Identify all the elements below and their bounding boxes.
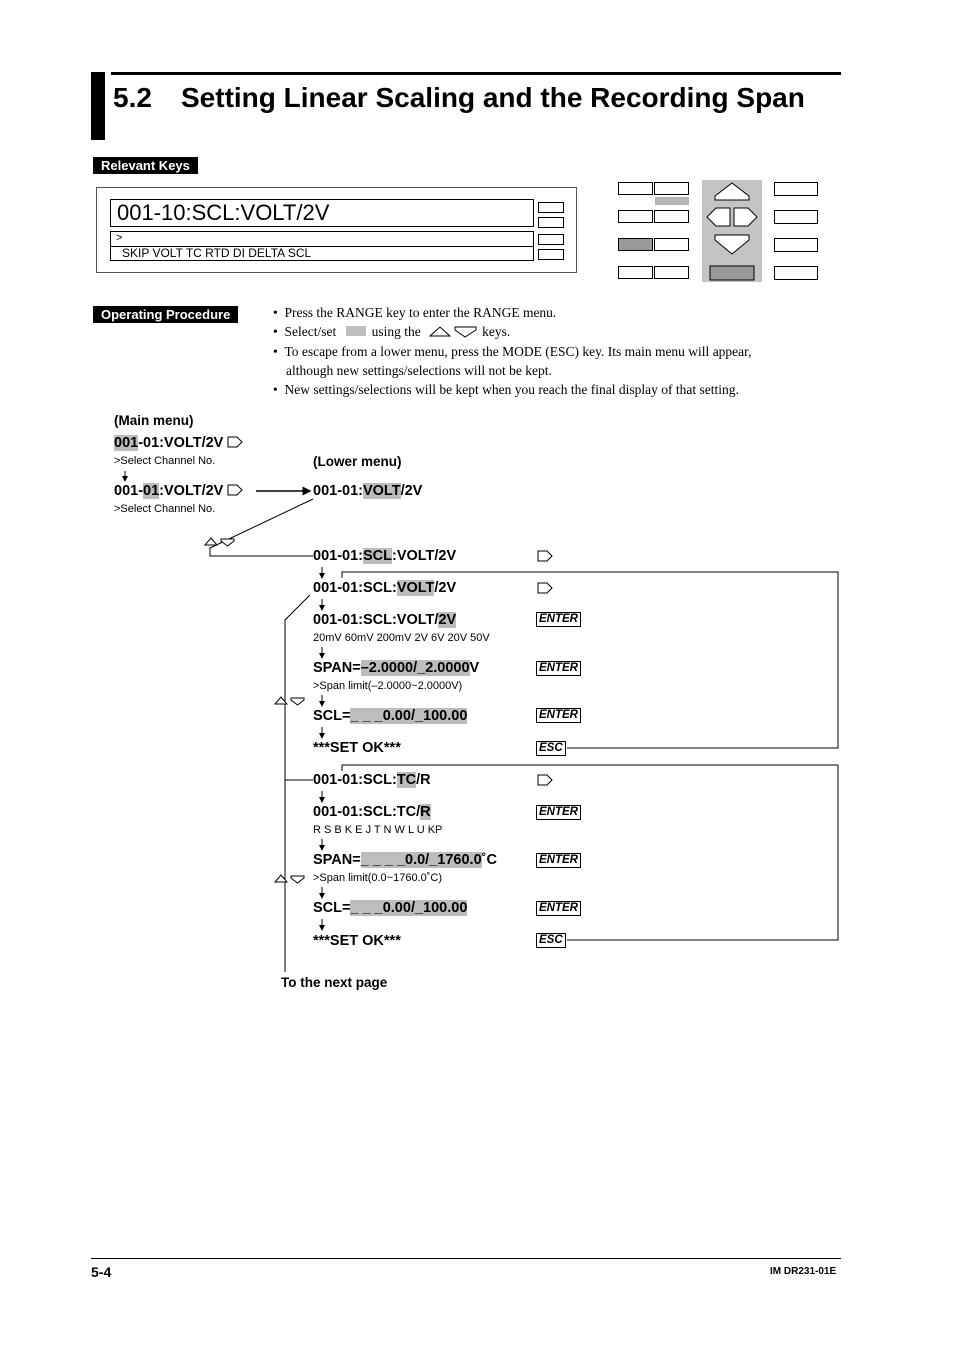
section-number: 5.2 [113,82,152,113]
tc-step-3 [313,852,497,868]
operating-procedure-label: Operating Procedure [93,306,238,323]
enter-key: ENTER [536,901,581,916]
volt-step-3-sub: 20mV 60mV 200mV 2V 6V 20V 50V [313,632,490,644]
enter-key: ENTER [536,661,581,676]
step-text: /2V [400,483,423,499]
volt-step-5 [313,708,467,724]
tc-step-4 [313,900,467,916]
volt-step-2 [313,580,456,596]
step-text: SPAN= [313,660,361,676]
highlight-field: TC [396,772,417,788]
main-menu-step-1 [114,435,243,451]
bullet-text: using the [371,324,421,339]
right-key-icon [537,550,553,562]
main-menu-step-2-sub: >Select Channel No. [114,503,216,515]
page-number: 5-4 [91,1264,112,1280]
right-key-icon [537,582,553,594]
procedure-bullet-4: • New settings/selections will be kept when you reach the final display of that setting. [273,382,739,397]
right-key-icon [537,774,553,786]
bullet-text: keys. [482,324,511,339]
highlight-field: 001 [114,435,139,451]
lcd-prompt: > [116,232,123,244]
volt-set-ok: ***SET OK*** [313,740,401,756]
tc-set-ok: ***SET OK*** [313,933,401,949]
highlight-field: –2.0000/_2.0000 [360,660,470,676]
up-down-key-icon [205,538,234,546]
step-text: 001-01:SCL: [313,580,397,596]
up-down-key-icon [275,697,304,705]
lcd-menu-options: SKIP VOLT TC RTD DI DELTA SCL [122,246,312,260]
step-text: 001-01:SCL:TC/ [313,804,421,820]
tc-step-1 [313,772,431,788]
up-down-key-icon [275,875,304,883]
procedure-bullet-1: • Press the RANGE key to enter the RANGE menu. [273,305,557,320]
tc-step-3-sub: >Span limit(0.0~1760.0˚C) [313,872,443,884]
highlight-field: VOLT [396,580,435,596]
step-text: SCL= [313,900,351,916]
lower-menu-step [313,483,422,499]
enter-key: ENTER [536,853,581,868]
enter-key: ENTER [536,612,581,627]
next-page-note: To the next page [281,975,388,990]
volt-step-4 [313,660,479,676]
right-key-icon [227,484,243,496]
bullet-text: Select/set [284,324,337,339]
step-text: ˚C [481,852,497,868]
step-text: :VOLT/2V [159,483,224,499]
enter-key: ENTER [536,805,581,820]
highlight-field: SCL [362,548,392,564]
bullet-text: Press the RANGE key to enter the RANGE menu. [284,305,557,320]
procedure-bullet-3-cont: although new settings/selections will not be kept. [286,363,552,378]
highlight-field: _ _ _ _0.0/_1760.0 [360,852,482,868]
esc-key: ESC [536,741,566,756]
step-text: 001-01:SCL:VOLT/ [313,612,439,628]
esc-key: ESC [536,933,566,948]
highlight-field: VOLT [362,483,401,499]
main-menu-label: (Main menu) [114,413,194,428]
procedure-bullet-3: • To escape from a lower menu, press the MODE (ESC) key. Its main menu will appear, [273,344,752,359]
footer-rule [91,1258,841,1259]
volt-step-4-sub: >Span limit(–2.0000~2.0000V) [313,680,463,692]
step-text: -01:VOLT/2V [138,435,224,451]
step-text: :VOLT/2V [391,548,457,564]
procedure-bullet-2: • Select/set using the keys. [273,324,511,339]
highlight-field: _ _ _0.00/_100.00 [350,708,468,724]
volt-step-1 [313,548,456,564]
highlight-field: _ _ _0.00/_100.00 [350,900,468,916]
step-text: 001-01: [313,483,363,499]
highlight-field: 01 [143,483,160,499]
step-text: SPAN= [313,852,361,868]
step-text: V [469,660,480,676]
document-id: IM DR231-01E [770,1266,837,1277]
bullet-text: New settings/selections will be kept when you reach the final display of that setting. [284,382,739,397]
tc-step-2 [313,804,431,820]
step-text: /R [416,772,431,788]
step-text: SCL= [313,708,351,724]
enter-key: ENTER [536,708,581,723]
highlight-field: 2V [438,612,457,628]
lcd-line-1: 001-10:SCL:VOLT/2V [110,199,534,227]
step-text: 001-01:SCL: [313,772,397,788]
step-text: 001-01: [313,548,363,564]
step-text: 001- [114,483,144,499]
volt-step-3 [313,612,456,628]
tc-step-2-sub: R S B K E J T N W L U KP [313,824,443,836]
relevant-keys-label: Relevant Keys [93,157,198,174]
highlight-field: R [420,804,431,820]
main-menu-step-1-sub: >Select Channel No. [114,455,216,467]
lower-menu-label: (Lower menu) [313,454,402,469]
step-text: /2V [434,580,457,596]
right-key-icon [227,436,243,448]
section-title: Setting Linear Scaling and the Recording Span [181,82,805,113]
bullet-text: To escape from a lower menu, press the MODE (ESC) key. Its main menu will appear, [284,344,752,359]
main-menu-step-2 [114,483,243,499]
